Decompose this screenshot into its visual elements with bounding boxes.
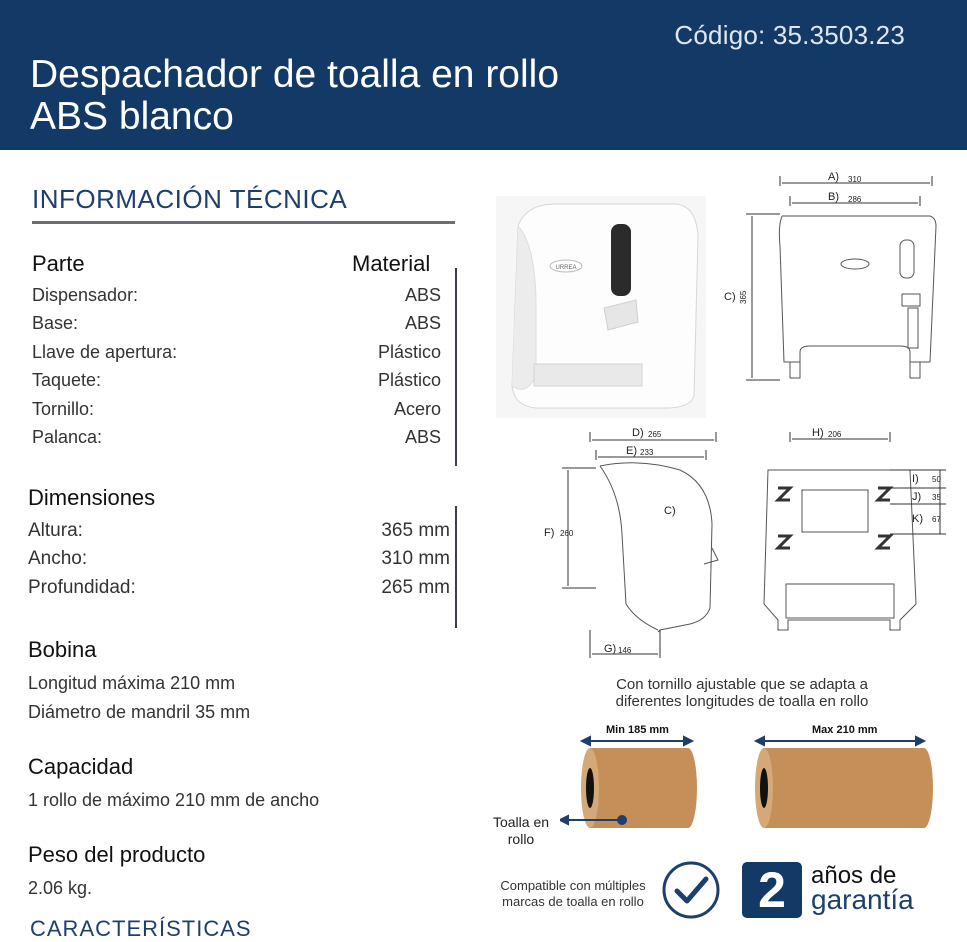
dim-value-i: 50 xyxy=(932,475,941,484)
side-view-drawing xyxy=(540,424,730,664)
table-row xyxy=(32,313,441,339)
part-material: ABS xyxy=(404,285,441,305)
part-material: Plástico xyxy=(377,370,441,390)
header-banner xyxy=(0,0,967,150)
front-view-drawing xyxy=(720,166,950,386)
part-name: Taquete: xyxy=(32,370,102,390)
dim-label-e: E) xyxy=(626,445,637,457)
table-row xyxy=(32,342,441,368)
part-name: Dispensador: xyxy=(32,285,139,305)
dimension-label: Altura: xyxy=(28,520,83,541)
column-header-part: Parte xyxy=(32,251,85,276)
dim-label-h: H) xyxy=(812,427,824,439)
dim-value-d: 265 xyxy=(648,430,662,439)
section-title: INFORMACIÓN TÉCNICA xyxy=(32,184,348,214)
warranty-text-line1: años de xyxy=(811,862,897,889)
part-name: Llave de apertura: xyxy=(32,342,178,362)
bobina-length: Longitud máxima 210 mm xyxy=(28,673,236,693)
section-divider xyxy=(32,221,455,224)
product-title xyxy=(30,54,559,138)
dim-value-h: 206 xyxy=(828,430,842,439)
dimension-label: Ancho: xyxy=(28,548,88,569)
dimension-row xyxy=(28,577,450,599)
characteristics-heading: CARACTERÍSTICAS xyxy=(30,916,252,941)
max-roll xyxy=(755,748,933,828)
dimension-value: 310 mm xyxy=(381,548,450,569)
max-roll-label: Max 210 mm xyxy=(812,724,878,736)
part-material: Plástico xyxy=(377,342,441,362)
roll-adjust-note: Con tornillo ajustable que se adapta a diferentes longitudes de toalla en rollo xyxy=(615,676,869,710)
part-name: Palanca: xyxy=(32,427,103,447)
back-view-drawing xyxy=(750,424,960,644)
towel-roll-label: Toalla en rollo xyxy=(492,814,550,847)
roll-comparison-graphic xyxy=(560,730,940,834)
dim-value-a: 310 xyxy=(848,175,862,184)
peso-heading: Peso del producto xyxy=(28,842,206,867)
table-row xyxy=(32,285,441,311)
part-material: Acero xyxy=(393,399,441,419)
dim-label-a: A) xyxy=(828,171,839,183)
dimension-value: 265 mm xyxy=(381,577,450,598)
capacidad-text: 1 rollo de máximo 210 mm de ancho xyxy=(28,790,320,810)
dimensions-heading: Dimensiones xyxy=(28,485,156,510)
dim-value-c: 365 xyxy=(739,290,748,304)
bobina-heading: Bobina xyxy=(28,637,97,662)
dimension-row xyxy=(28,548,450,570)
dim-label-d: D) xyxy=(632,427,644,439)
warranty-number-badge: 2 xyxy=(742,862,802,918)
part-material: ABS xyxy=(404,427,441,447)
dim-value-f: 260 xyxy=(560,529,574,538)
min-roll-label: Min 185 mm xyxy=(606,724,669,736)
capacidad-heading: Capacidad xyxy=(28,754,134,779)
dim-label-c-side: C) xyxy=(664,505,676,517)
dim-label-k: K) xyxy=(912,513,923,525)
dim-label-g: G) xyxy=(604,643,617,655)
dim-value-g: 146 xyxy=(618,646,632,655)
brand-logo-text: URREA xyxy=(555,265,577,271)
dimension-value: 365 mm xyxy=(381,520,450,541)
table-row xyxy=(32,370,441,396)
part-material: ABS xyxy=(404,313,441,333)
dim-label-f: F) xyxy=(544,527,555,539)
dim-value-j: 35 xyxy=(932,493,941,502)
compatibility-text: Compatible con múltiples marcas de toalla en rollo xyxy=(500,878,646,909)
dim-value-e: 233 xyxy=(640,448,654,457)
dimensions-side-bar xyxy=(455,506,457,628)
dimension-label: Profundidad: xyxy=(28,577,136,598)
min-roll xyxy=(581,748,697,828)
dimension-row xyxy=(28,520,450,542)
dim-label-c: C) xyxy=(724,291,736,303)
dim-value-b: 286 xyxy=(848,195,862,204)
title-line-2: ABS blanco xyxy=(30,95,234,138)
warranty-text-line2: garantía xyxy=(811,884,914,915)
dim-label-b: B) xyxy=(828,191,839,203)
table-row xyxy=(32,399,441,425)
part-name: Tornillo: xyxy=(32,399,95,419)
dim-value-k: 67 xyxy=(932,515,941,524)
dim-label-i: I) xyxy=(912,473,919,485)
table-row xyxy=(32,427,441,453)
column-header-material: Material xyxy=(352,251,431,276)
check-circle-icon xyxy=(661,860,721,920)
title-line-1: Despachador de toalla en rollo xyxy=(30,53,560,96)
part-name: Base: xyxy=(32,313,79,333)
bobina-core-diameter: Diámetro de mandril 35 mm xyxy=(28,702,251,722)
peso-value: 2.06 kg. xyxy=(28,878,93,898)
table-side-bar xyxy=(455,268,457,466)
product-photo xyxy=(496,196,706,418)
dim-label-j: J) xyxy=(912,491,922,503)
product-code: Código: 35.3503.23 xyxy=(674,20,905,50)
